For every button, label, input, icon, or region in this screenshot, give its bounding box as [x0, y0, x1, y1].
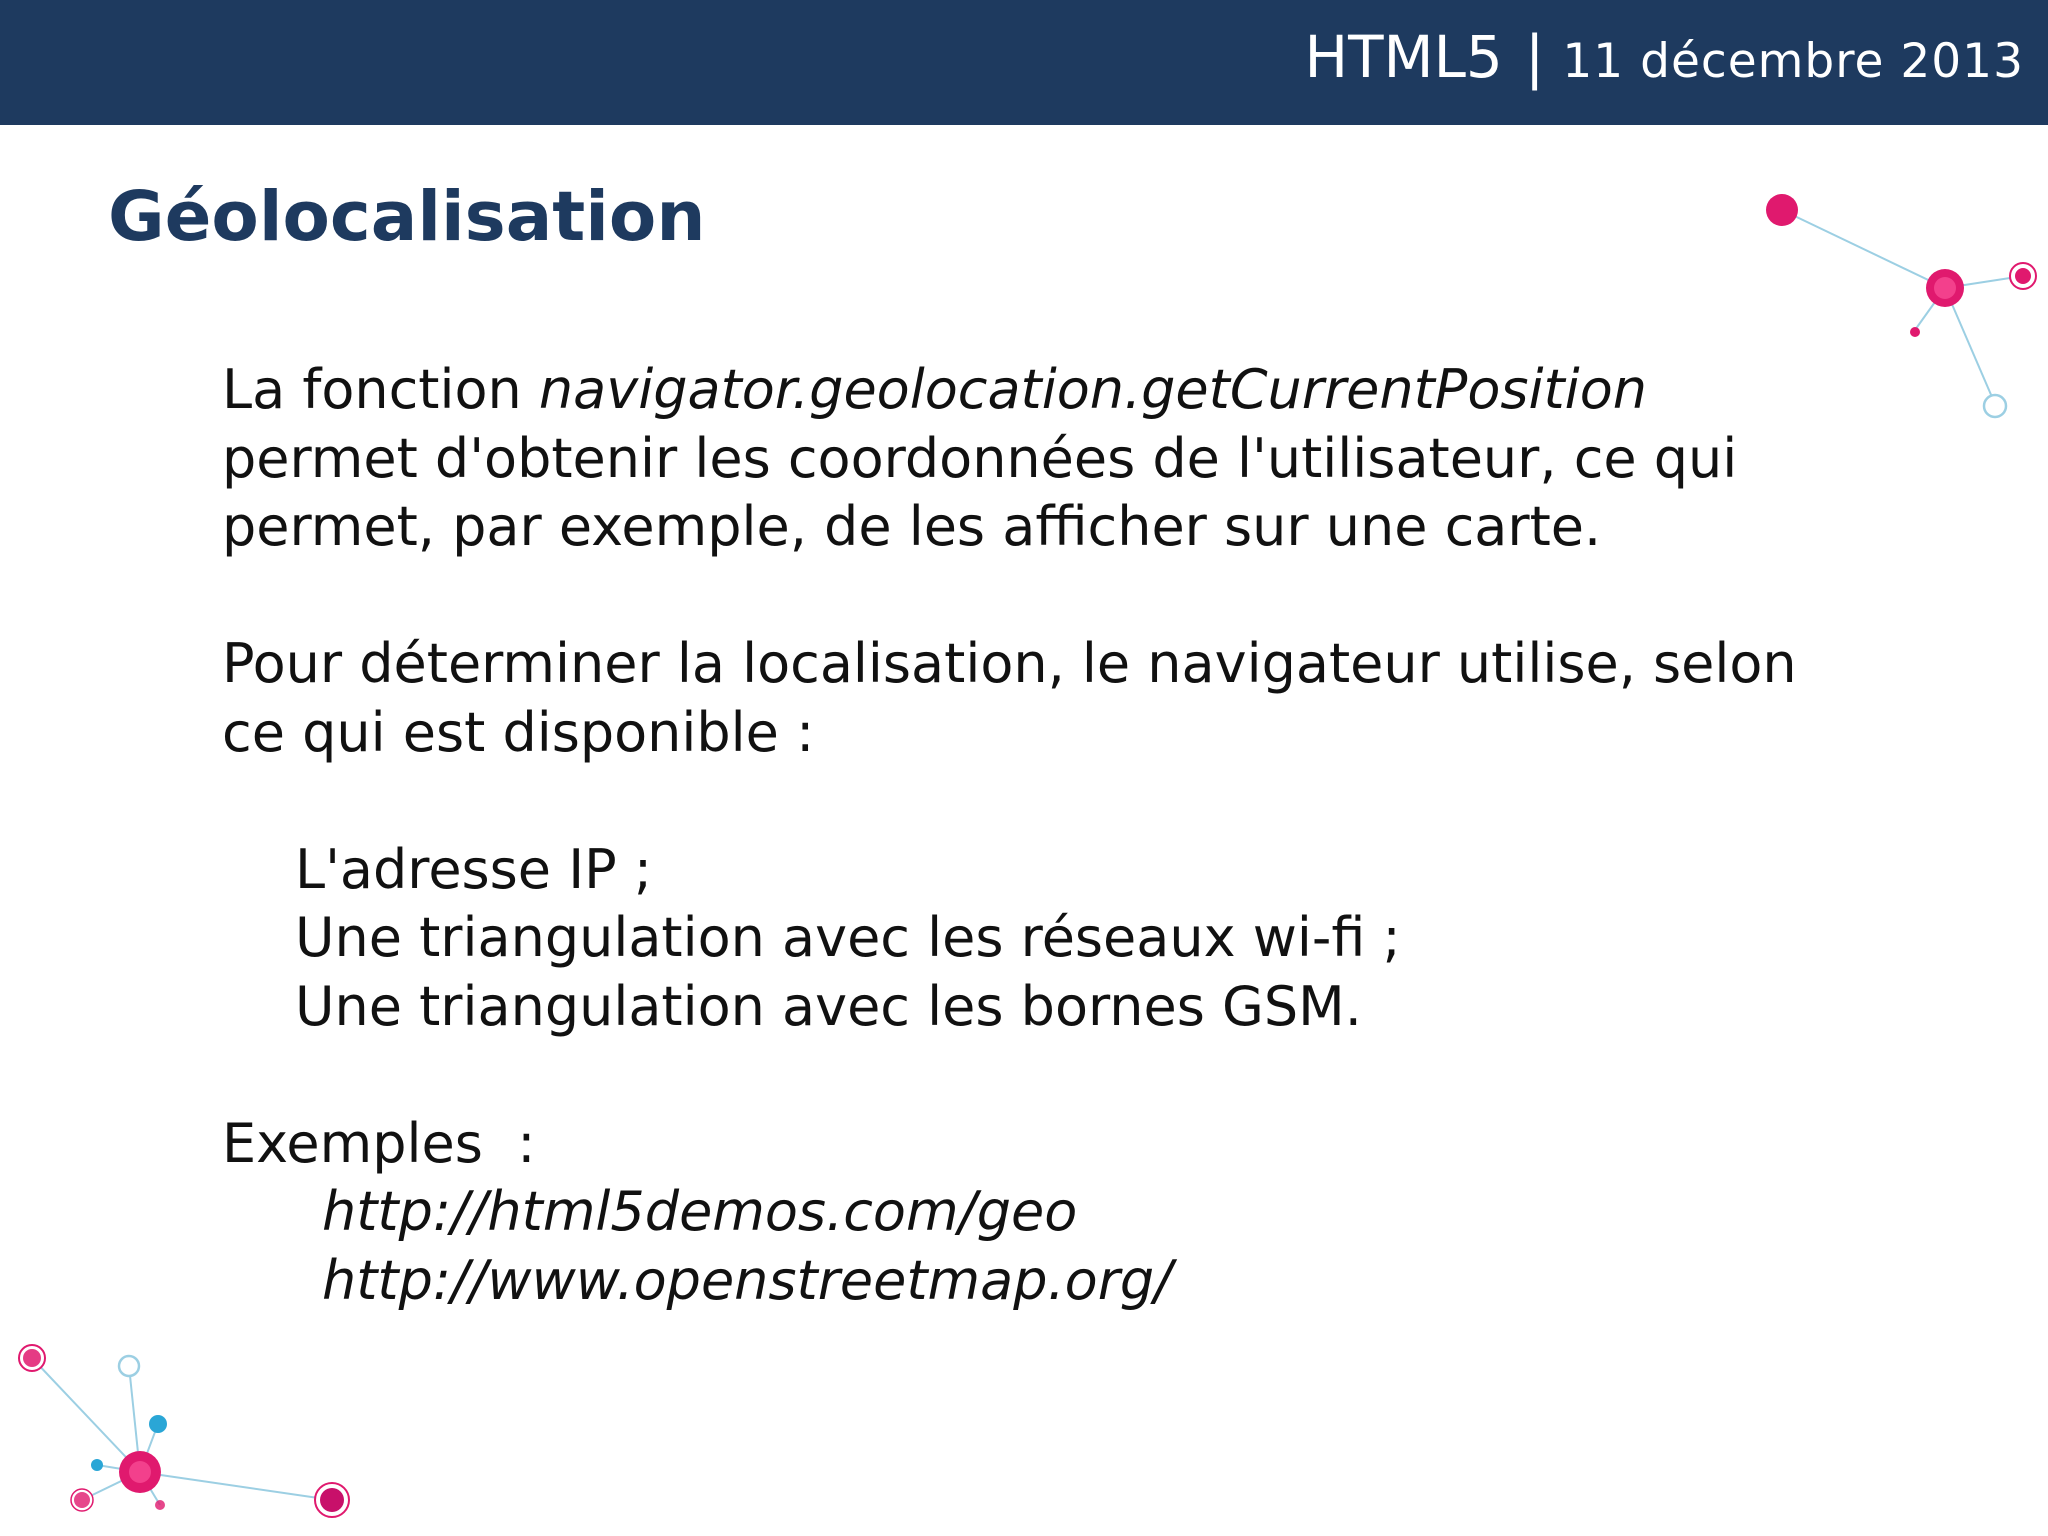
examples-label: Exemples : — [222, 1111, 536, 1175]
intro-line-1 — [222, 356, 1902, 425]
intro-line-2: permet d'obtenir les coordonnées de l'utilisateur, ce qui — [222, 426, 1738, 490]
example-link[interactable]: http://html5demos.com/geo — [322, 1180, 1078, 1243]
list-item: Une triangulation avec les bornes GSM. — [295, 974, 1362, 1038]
method-list — [222, 836, 1902, 1042]
header-bar — [0, 0, 2048, 125]
example-link[interactable]: http://www.openstreetmap.org/ — [322, 1248, 1173, 1312]
list-item: Une triangulation avec les réseaux wi-fi ; — [295, 906, 1401, 969]
header-title: HTML5 — [1304, 23, 1503, 91]
api-function-name: navigator.geolocation.getCurrentPosition — [538, 358, 1647, 421]
molecule-network-icon — [0, 1330, 370, 1536]
method-intro-line-2: ce qui est disponible : — [222, 700, 815, 764]
intro-lead: La fonction — [222, 358, 539, 421]
method-intro-line-1: Pour déterminer la localisation, le navigateur utilise, selon — [222, 632, 1797, 695]
slide-body — [222, 356, 1902, 1315]
header-text — [1304, 23, 2025, 91]
slide-title: Géolocalisation — [108, 177, 706, 257]
intro-line-3: permet, par exemple, de les afficher sur une carte. — [222, 495, 1602, 558]
example-links — [222, 1178, 1902, 1315]
list-item: L'adresse IP ; — [295, 837, 653, 901]
header-date: 11 décembre 2013 — [1562, 34, 2024, 89]
header-separator: | — [1524, 23, 1545, 91]
